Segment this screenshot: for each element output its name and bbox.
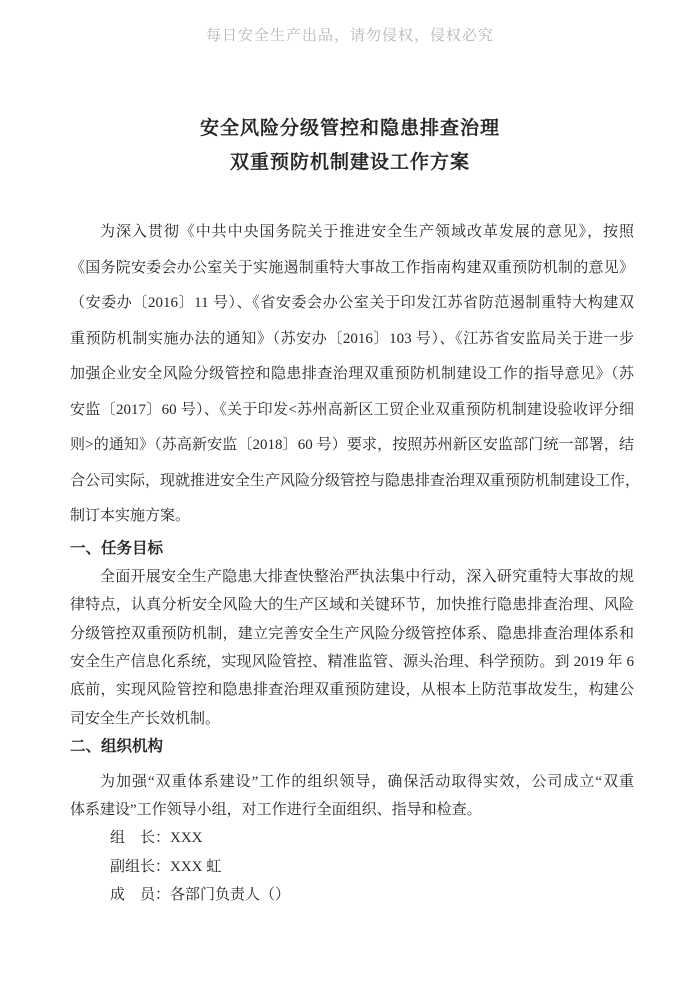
header-watermark: 每日安全生产出品，请勿侵权，侵权必究	[205, 28, 494, 44]
paragraph-line: 为加强“双重体系建设”工作的组织领导，确保活动取得实效，公司成立“双重	[100, 773, 634, 790]
paragraph-line: 则>的通知》（苏高新安监〔2018〕60 号）要求，按照苏州新区安监部门统一部署，结	[70, 437, 634, 453]
paragraph-line: 底前，实现风险管控和隐患排查治理双重预防建设，从根本上防范事故发生，构建公	[70, 682, 634, 699]
section1-paragraph	[70, 563, 634, 733]
paragraph-line: 律特点，认真分析安全风险大的生产区域和关键环节，加快推行隐患排查治理、风险	[70, 597, 634, 614]
section1-heading: 一、任务目标	[70, 539, 164, 557]
paragraph-line: 安监〔2017〕60 号）、《关于印发<苏州高新区工贸企业双重预防机制建设验收评分细	[70, 401, 634, 418]
section2-heading: 二、组织机构	[70, 738, 164, 756]
leading-group-members	[70, 824, 634, 909]
paragraph-line: （安委办〔2016〕11 号）、《省安委会办公室关于印发江苏省防范遏制重特大构建双	[70, 295, 634, 311]
paragraph-line: 合公司实际，现就推进安全生产风险分级管控与隐患排查治理双重预防机制建设工作，	[70, 472, 641, 489]
title-line-2: 双重预防机制建设工作方案	[229, 152, 470, 173]
paragraph-line: 重预防机制实施办法的通知》（苏安办〔2016〕103 号）、《江苏省安监局关于进一步	[70, 330, 634, 347]
member-line-leader: 组 长：XXX	[110, 830, 203, 847]
member-line-members: 成 员：各部门负责人（）	[110, 887, 291, 904]
document-title	[0, 112, 700, 180]
document-body	[70, 215, 641, 910]
paragraph-line: 分级管控双重预防机制，建立完善安全生产风险分级管控体系、隐患排查治理体系和	[70, 625, 634, 642]
paragraph-line: 制订本实施方案。	[70, 508, 191, 524]
section2-paragraph	[70, 768, 634, 825]
member-line-deputy-leader: 副组长：XXX 虹	[110, 858, 222, 875]
intro-paragraph	[70, 215, 641, 535]
paragraph-line: 司安全生产长效机制。	[70, 710, 221, 727]
paragraph-line: 全面开展安全生产隐患大排查快整治严执法集中行动，深入研究重特大事故的规	[100, 568, 634, 585]
paragraph-line: 体系建设”工作领导小组，对工作进行全面组织、指导和检查。	[70, 802, 482, 819]
paragraph-line: 《国务院安委会办公室关于实施遏制重特大事故工作指南构建双重预防机制的意见》	[70, 259, 634, 276]
paragraph-line: 安全生产信息化系统，实现风险管控、精准监管、源头治理、科学预防。到 2019 年 6	[70, 654, 634, 671]
title-line-1: 安全风险分级管控和隐患排查治理	[199, 118, 500, 139]
paragraph-line: 加强企业安全风险分级管控和隐患排查治理双重预防机制建设工作的指导意见》（苏	[70, 366, 634, 382]
paragraph-line: 为深入贯彻《中共中央国务院关于推进安全生产领域改革发展的意见》，按照	[100, 224, 634, 240]
